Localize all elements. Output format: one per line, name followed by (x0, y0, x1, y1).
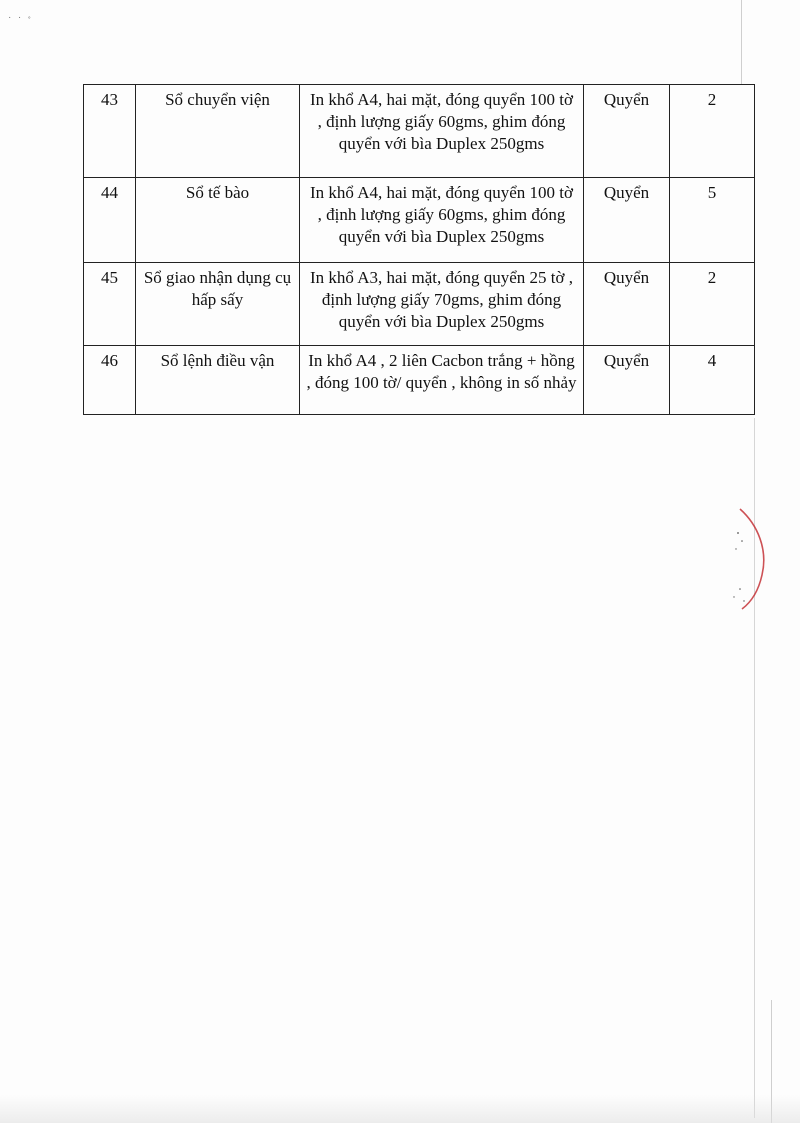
table-row (84, 263, 755, 346)
item-quantity: 5 (670, 178, 755, 263)
table-row (84, 178, 755, 263)
scan-specks-decoration: ˙ ˙ ˚ (8, 16, 33, 27)
item-unit: Quyển (584, 346, 670, 415)
row-number: 44 (84, 178, 136, 263)
item-quantity: 2 (670, 85, 755, 178)
row-number: 45 (84, 263, 136, 346)
item-name: Sổ giao nhận dụng cụ hấp sấy (136, 263, 300, 346)
table-row (84, 346, 755, 415)
item-name: Sổ lệnh điều vận (136, 346, 300, 415)
row-number: 46 (84, 346, 136, 415)
scan-edge-line (741, 0, 742, 84)
item-description: In khổ A4, hai mặt, đóng quyển 100 tờ , định lượng giấy 60gms, ghim đóng quyển với bìa Duplex 250gms (300, 178, 584, 263)
item-quantity: 2 (670, 263, 755, 346)
row-number: 43 (84, 85, 136, 178)
item-name: Sổ chuyển viện (136, 85, 300, 178)
item-name: Sổ tế bào (136, 178, 300, 263)
scan-bottom-shade (0, 1095, 800, 1123)
item-quantity: 4 (670, 346, 755, 415)
item-unit: Quyển (584, 85, 670, 178)
items-table (83, 84, 755, 415)
stamp-mark-icon (728, 505, 768, 615)
item-description: In khổ A4 , 2 liên Cacbon trắng + hồng , đóng 100 tờ/ quyển , không in số nhảy (300, 346, 584, 415)
item-description: In khổ A3, hai mặt, đóng quyển 25 tờ , định lượng giấy 70gms, ghim đóng quyển với bìa Duplex 250gms (300, 263, 584, 346)
item-unit: Quyển (584, 263, 670, 346)
table-row (84, 85, 755, 178)
item-unit: Quyển (584, 178, 670, 263)
item-description: In khổ A4, hai mặt, đóng quyển 100 tờ , định lượng giấy 60gms, ghim đóng quyển với bìa Duplex 250gms (300, 85, 584, 178)
